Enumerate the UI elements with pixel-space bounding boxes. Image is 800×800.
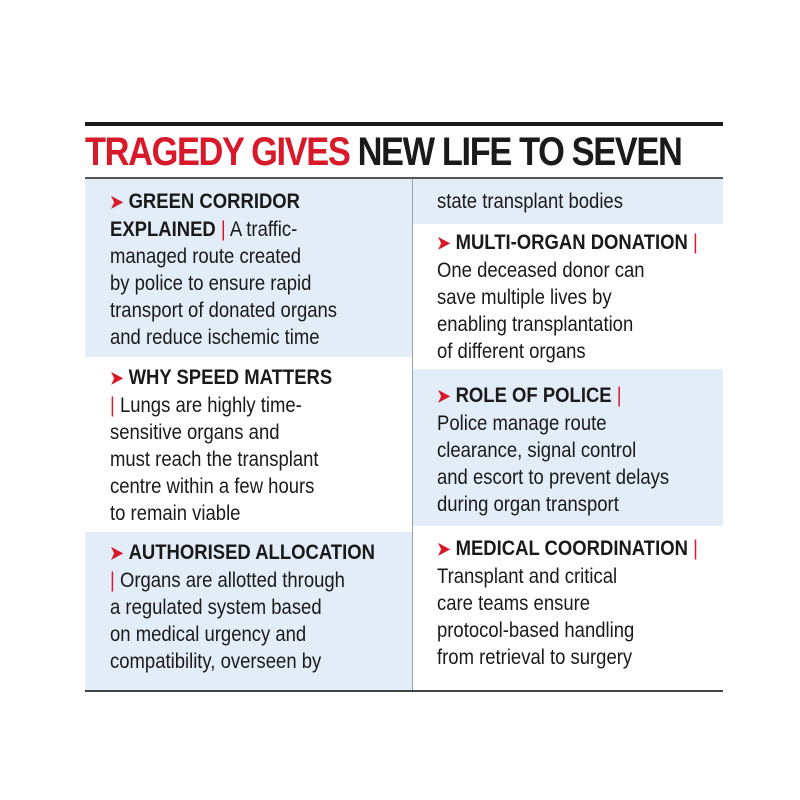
section-text: on medical urgency and [110,623,307,646]
separator: | [110,569,115,592]
section-text: sensitive organs and [110,421,280,444]
red-arrow-icon: ➤ [110,543,124,563]
infographic [85,122,723,692]
section-text: by police to ensure rapid [110,272,312,295]
red-arrow-icon: ➤ [437,539,451,559]
headline-dark: NEW LIFE TO SEVEN [357,130,682,174]
section-text: One deceased donor can [437,259,645,282]
section-multi-organ [413,224,723,369]
right-column [413,179,723,690]
section-text: of different organs [437,340,586,363]
red-arrow-icon: ➤ [110,192,124,212]
section-text: a regulated system based [110,596,322,619]
section-text: during organ transport [437,493,619,516]
section-text: must reach the transplant [110,448,319,471]
section-heading: AUTHORISED ALLOCATION [128,541,375,564]
top-rule [85,122,723,126]
section-text: to remain viable [110,502,241,525]
section-allocation [85,532,412,690]
section-text: care teams ensure [437,592,591,615]
section-text: from retrieval to surgery [437,646,633,669]
left-column [85,179,412,690]
section-text: centre within a few hours [110,475,315,498]
section-text: Transplant and critical [437,565,618,588]
red-arrow-icon: ➤ [110,368,124,388]
section-medical [413,526,723,690]
section-text: save multiple lives by [437,286,612,309]
separator: | [110,394,115,417]
section-heading: GREEN CORRIDOR [128,190,301,213]
section-text: Police manage route [437,412,607,435]
headline-red: TRAGEDY GIVES [85,130,350,174]
section-heading: MULTI-ORGAN DONATION [455,231,688,254]
section-text: transport of donated organs [110,299,338,322]
red-arrow-icon: ➤ [437,233,451,253]
separator: | [693,537,698,560]
section-text: enabling transplantation [437,313,634,336]
section-green-corridor [85,179,412,357]
separator: | [220,218,226,241]
content-columns [85,179,723,692]
section-text: A traffic- [229,218,298,241]
separator: | [616,384,622,407]
red-arrow-icon: ➤ [437,386,451,406]
section-text: clearance, signal control [437,439,637,462]
section-text: and escort to prevent delays [437,466,670,489]
section-heading: MEDICAL COORDINATION [455,537,688,560]
section-text: Organs are allotted through [119,569,345,592]
separator: | [693,231,698,254]
section-text: Lungs are highly time- [119,394,302,417]
headline [85,130,682,174]
section-text: and reduce ischemic time [110,326,320,349]
section-text: managed route created [110,245,302,268]
section-heading: WHY SPEED MATTERS [128,366,333,389]
section-heading: ROLE OF POLICE [455,384,612,407]
section-police [413,369,723,526]
section-text: protocol-based handling [437,619,635,642]
section-text: state transplant bodies [437,190,623,213]
section-allocation-continued [413,179,723,224]
section-text: compatibility, overseen by [110,650,322,673]
section-why-speed [85,357,412,532]
section-heading: EXPLAINED [110,218,216,241]
